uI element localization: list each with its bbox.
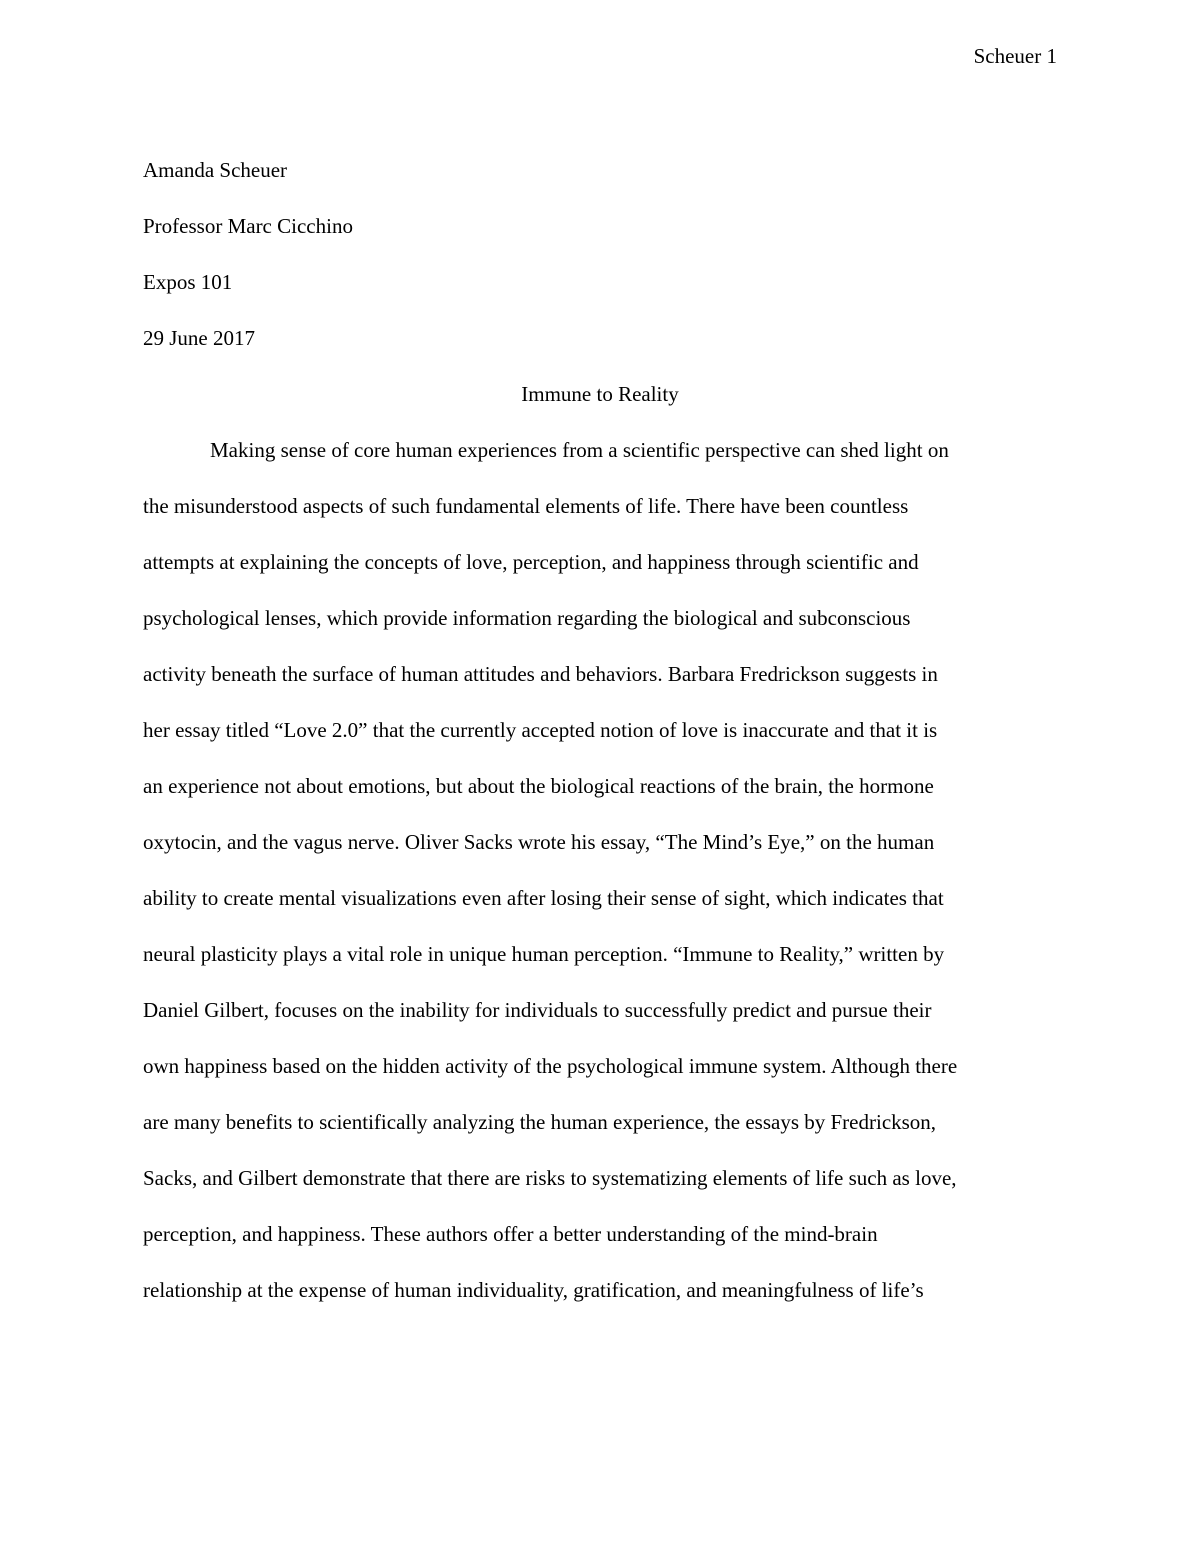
paragraph-line: oxytocin, and the vagus nerve. Oliver Sacks wrote his essay, “The Mind’s Eye,” on the human — [143, 830, 935, 854]
paragraph-line: activity beneath the surface of human attitudes and behaviors. Barbara Fredrickson suggests in — [143, 662, 938, 686]
running-head: Scheuer 1 — [973, 44, 1057, 68]
paragraph-line: Daniel Gilbert, focuses on the inability for individuals to successfully predict and pursue their — [143, 998, 932, 1022]
paragraph-line: Making sense of core human experiences from a scientific perspective can shed light on — [210, 438, 949, 462]
document-body — [143, 142, 1057, 1318]
essay-title: Immune to Reality — [521, 382, 679, 406]
paragraph-line: the misunderstood aspects of such fundamental elements of life. There have been countless — [143, 494, 909, 518]
paragraph-line: neural plasticity plays a vital role in unique human perception. “Immune to Reality,” written by — [143, 942, 945, 966]
essay-date: 29 June 2017 — [143, 326, 255, 350]
paragraph-line: attempts at explaining the concepts of love, perception, and happiness through scientific and — [143, 550, 919, 574]
paragraph-line: are many benefits to scientifically analyzing the human experience, the essays by Fredrickson, — [143, 1110, 937, 1134]
paragraph-line: an experience not about emotions, but about the biological reactions of the brain, the hormone — [143, 774, 934, 798]
paragraph-line: ability to create mental visualizations even after losing their sense of sight, which indicates that — [143, 886, 944, 910]
instructor-name: Professor Marc Cicchino — [143, 214, 353, 238]
paragraph-line: Sacks, and Gilbert demonstrate that there are risks to systematizing elements of life such as love, — [143, 1166, 957, 1190]
body-paragraph — [143, 422, 1057, 1318]
course-name: Expos 101 — [143, 270, 233, 294]
paragraph-line: relationship at the expense of human individuality, gratification, and meaningfulness of life’s — [143, 1278, 924, 1302]
paragraph-line: her essay titled “Love 2.0” that the currently accepted notion of love is inaccurate and that it is — [143, 718, 938, 742]
paragraph-line: perception, and happiness. These authors offer a better understanding of the mind-brain — [143, 1222, 878, 1246]
paragraph-line: psychological lenses, which provide information regarding the biological and subconscious — [143, 606, 911, 630]
paragraph-line: own happiness based on the hidden activity of the psychological immune system. Although there — [143, 1054, 958, 1078]
author-name: Amanda Scheuer — [143, 158, 288, 182]
